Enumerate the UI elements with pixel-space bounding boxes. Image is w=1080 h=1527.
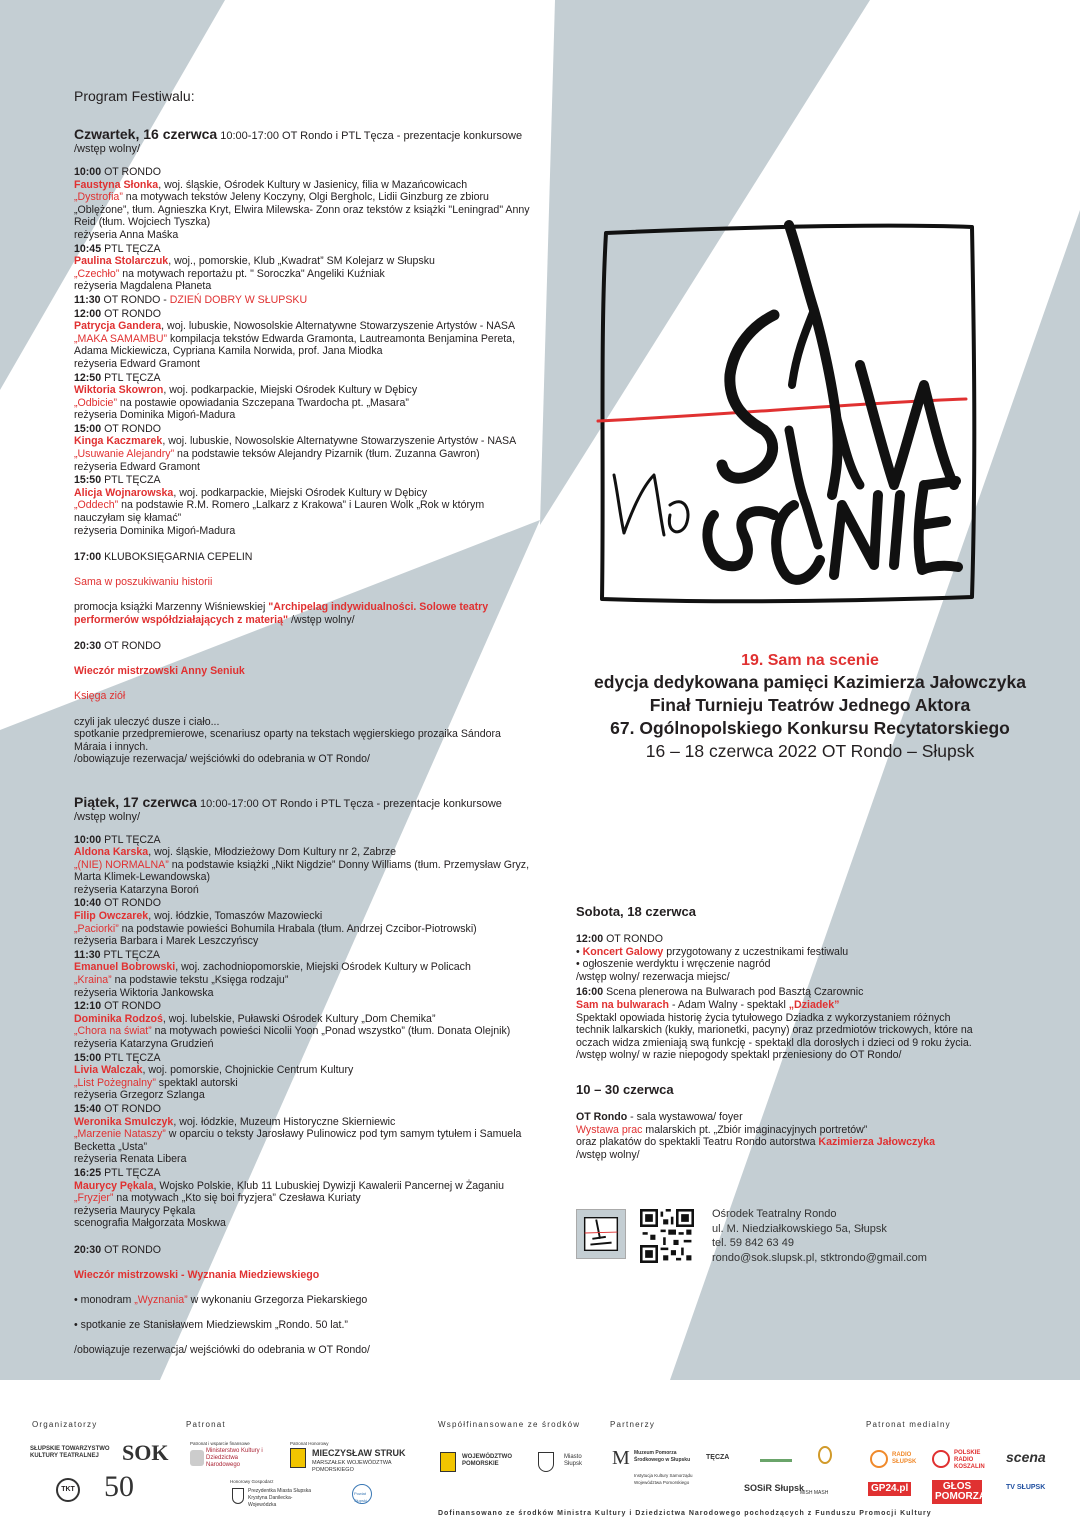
headline-edition: 19. Sam na scenie	[741, 652, 879, 669]
event-time: 15:50	[74, 474, 102, 487]
event-place: PTL TĘCZA	[104, 242, 161, 255]
event-time: 15:00	[74, 422, 102, 435]
performance-title: „Czechło”	[74, 267, 120, 280]
event-time: 12:10	[74, 1000, 102, 1013]
partner-logo-gold	[818, 1446, 832, 1464]
muzeum-logo: Muzeum Pomorza Środkowego w Słupsku	[634, 1450, 691, 1463]
event-place: PTL TĘCZA	[104, 474, 161, 487]
exhibition-info	[576, 1111, 986, 1161]
radio-slupsk-logo: RADIO SŁUPSK	[892, 1452, 917, 1465]
performance-title: „Oddech”	[74, 499, 119, 512]
festival-headline	[520, 651, 1080, 763]
event-time: 20:30	[74, 639, 102, 652]
director: reżyseria Maurycy Pękala scenografia Małgorzata Moskwa	[74, 1204, 226, 1230]
event-place: OT RONDO	[104, 166, 161, 178]
program-event	[74, 834, 534, 897]
powiat-logo: Powiat Słupski	[354, 1491, 367, 1503]
performance-desc: na postawie opowiadania Szczepana Twardocha pt. „Masara”	[116, 396, 409, 409]
event-title: Księga ziół	[74, 690, 126, 703]
sok-50-logo: 50	[104, 1470, 134, 1503]
performance-desc: na motywach powieści Nicolii Yoon „Ponad wszystko” (tłum. Donata Olejnik)	[151, 1025, 511, 1038]
program-event	[74, 949, 534, 999]
event-desc: promocja książki Marzenny Wiśniewskiej	[74, 601, 269, 614]
director: reżyseria Barbara i Marek Leszczyńscy	[74, 935, 259, 948]
contact-street: ul. M. Niedziałkowskiego 5a, Słupsk	[712, 1222, 887, 1235]
program-title: Program Festiwalu:	[74, 88, 195, 104]
event-place: OT RONDO	[606, 933, 663, 945]
event-desc: przygotowany z uczestnikami festiwalu	[663, 945, 849, 958]
program-column	[74, 88, 534, 1370]
director: reżyseria Edward Gramont	[74, 460, 200, 473]
event-time: 17:00	[74, 550, 102, 563]
event-name: Wieczór mistrzowski Anny Seniuk	[74, 665, 245, 678]
mishmash-logo: MISH MASH	[800, 1490, 829, 1496]
event-place: OT RONDO	[104, 1000, 161, 1013]
pomorskie-crest-icon	[290, 1448, 306, 1468]
tecza-logo: TĘCZA	[706, 1454, 730, 1461]
label-organizers: Organizatorzy	[32, 1420, 98, 1429]
event-title: „Wyznania”	[134, 1293, 188, 1306]
muzeum-m-icon: M	[612, 1447, 630, 1469]
performer-info: , woj. podkarpackie, Miejski Ośrodek Kultury w Dębicy	[163, 384, 418, 397]
performer-info: , woj. łódzkie, Muzeum Historyczne Skierniewic	[173, 1115, 396, 1128]
day-header-friday	[74, 793, 534, 824]
gp24-logo: GP24.pl	[868, 1482, 911, 1496]
event-place: Scena plenerowa na Bulwarach pod Basztą Czarownic	[606, 986, 864, 999]
marszalek-title: MARSZAŁEK WOJEWÓDZTWA POMORSKIEGO	[312, 1460, 392, 1473]
director: reżyseria Katarzyna Grudzień	[74, 1038, 214, 1050]
performance-desc: na podstawie teksów Alejandry Pizarnik (tłum. Zuzanna Gawron)	[174, 448, 480, 461]
performer-name: Alicja Wojnarowska	[74, 486, 174, 499]
performer-name: Patrycja Gandera	[74, 320, 162, 333]
performance-title: „Usuwanie Alejandry”	[74, 448, 175, 461]
performer-info: , woj. lubuskie, Nowosolskie Alternatywne Stowarzyszenie Artystów - NASA	[161, 320, 516, 333]
performance-title: „Chora na świat”	[74, 1025, 152, 1038]
program-event	[74, 166, 534, 242]
event-cepelin	[74, 538, 534, 626]
performance-desc: na motywach reportażu pt. " Soroczka" Angeliki Kuźniak	[119, 267, 385, 280]
event-name: Wieczór mistrzowski - Wyznania Miedziewskiego	[74, 1268, 320, 1281]
performance-title: „Paciorki”	[74, 922, 119, 935]
host-label: Honorowy Gospodarz	[230, 1479, 274, 1484]
funding-note: Dofinansowano ze środków Ministra Kultury i Dziedzictwa Narodowego pochodzących z Funduszu Promocji Kultury	[438, 1510, 932, 1517]
event-place: PTL TĘCZA	[104, 1051, 161, 1064]
director: reżyseria Anna Maśka	[74, 228, 179, 241]
sponsors-footer	[0, 1412, 1080, 1527]
marszalek-name: MIECZYSŁAW STRUK	[312, 1448, 406, 1458]
event-note: /wstęp wolny/	[288, 613, 355, 626]
bullet: •	[576, 945, 583, 958]
instytucja-logo: Instytucja Kultury Samorządu Województwa Pomorskiego	[634, 1473, 693, 1485]
contact-address	[712, 1207, 1012, 1265]
radio-koszalin-icon	[932, 1450, 950, 1468]
performer-info: , woj. lubelskie, Puławski Ośrodek Kultury „Dom Chemika”	[162, 1012, 436, 1025]
radio-slupsk-icon	[870, 1450, 888, 1468]
event-time: 15:40	[74, 1102, 102, 1115]
exhibition-room: - sala wystawowa/ foyer	[627, 1110, 743, 1123]
event-note: /wstęp wolny/ rezerwacja miejsc/	[576, 970, 730, 983]
performance-desc: w oparciu o teksty Jarosławy Pulinowicz pod tym samym tytułem i Samuela Becketta „Usta”	[74, 1128, 522, 1153]
event-place: OT RONDO	[104, 1243, 161, 1256]
performer-info: , woj. podkarpackie, Miejski Ośrodek Kultury w Dębicy	[173, 486, 428, 499]
sok-logo: SOK	[122, 1440, 169, 1465]
event-evening-seniuk	[74, 627, 534, 778]
event-note: /wstęp wolny/	[576, 1148, 640, 1161]
event-time: 12:00	[576, 933, 604, 945]
event-special: DZIEŃ DOBRY W SŁUPSKU	[169, 293, 308, 306]
event-time: 10:45	[74, 242, 102, 255]
performer-name: Filip Owczarek	[74, 910, 149, 923]
director: reżyseria Edward Gramont	[74, 357, 200, 370]
day-title: Czwartek, 16 czerwca	[74, 126, 218, 142]
eagle-icon	[190, 1450, 204, 1466]
day-title: Piątek, 17 czerwca	[74, 793, 197, 810]
event-time: 10:40	[74, 897, 102, 910]
tkt-text: TKT	[61, 1486, 75, 1493]
performance-title: „(NIE) NORMALNA”	[74, 858, 169, 871]
label-cofinanced: Współfinansowane ze środków	[438, 1420, 581, 1429]
tkt-logo	[56, 1478, 80, 1502]
event-time: 15:00	[74, 1051, 102, 1064]
event-place: PTL TĘCZA	[104, 833, 161, 846]
exhibition-author: Kazimierza Jałowczyka	[818, 1136, 936, 1149]
performer-info: , woj. zachodniopomorskie, Miejski Ośrodek Kultury w Policach	[175, 961, 471, 974]
headline-contest: 67. Ogólnopolskiego Konkursu Recytatorskiego	[610, 718, 1010, 738]
tv-slupsk-logo: TV SŁUPSK	[1006, 1484, 1046, 1491]
performer-name: Weronika Smulczyk	[74, 1115, 174, 1128]
exhibition-place: OT Rondo	[576, 1110, 628, 1123]
performance-desc: spektakl autorski	[155, 1076, 238, 1089]
headline-dates: 16 – 18 czerwca 2022 OT Rondo – Słupsk	[645, 741, 975, 761]
glos-pomorza-logo: GŁOS POMORZA	[932, 1480, 982, 1504]
event-place: PTL TĘCZA	[103, 948, 160, 961]
performance-title: „Fryzjer”	[74, 1192, 114, 1205]
event-desc: czyli jak uleczyć dusze i ciało... spotkanie przedpremierowe, scenariusz oparty na tekstach węgierskiego prozaika Sándora Máraia i innych. /obowiązuje rezerwacja/ wejściówki do odebrania w OT Rondo/	[74, 715, 501, 766]
honorary-label: Patronat Honorowy	[290, 1441, 329, 1446]
program-event	[74, 308, 534, 371]
performance-desc: na podstawie R.M. Romero „Lalkarz z Krakowa” i Lauren Wolk „Rok w którym nauczyłam się kłamać”	[74, 499, 485, 525]
performer-info: , woj., pomorskie, Klub „Kwadrat” SM Kolejarz w Słupsku	[168, 255, 435, 268]
day-subtitle: 10:00-17:00 OT Rondo i PTL Tęcza - prezentacje konkursowe /wstęp wolny/	[74, 130, 523, 155]
event-time: 16:00	[576, 986, 604, 999]
exhibition-label: Wystawa prac	[576, 1123, 643, 1136]
qr-code-icon[interactable]	[640, 1209, 694, 1263]
event-time: 10:00	[74, 166, 102, 178]
program-event	[74, 1000, 534, 1050]
stowarzyszenie-logo: SŁUPSKIE TOWARZYSTWO KULTURY TEATRALNEJ	[30, 1446, 110, 1459]
event-desc: - Adam Walny - spektakl	[669, 998, 789, 1011]
headline-final: Finał Turnieju Teatrów Jednego Aktora	[649, 695, 971, 715]
event-time: 12:00	[74, 307, 102, 320]
ministry-label: Patronat i wsparcie finansowe	[190, 1441, 250, 1446]
director: reżyseria Magdalena Płaneta	[74, 280, 212, 293]
ministry-logo: Ministerstwo Kultury i Dziedzictwa Narodowego	[206, 1448, 263, 1468]
exhibition-desc: oraz plakatów do spektakli Teatru Rondo autorstwa	[576, 1136, 819, 1149]
event-gala	[576, 933, 986, 983]
woj-pomorskie-logo: WOJEWÓDZTWO POMORSKIE	[462, 1454, 512, 1467]
program-event	[74, 423, 534, 473]
program-event	[74, 372, 534, 422]
exhibition-title: 10 – 30 czerwca	[576, 1081, 674, 1097]
program-event	[74, 1103, 534, 1166]
day-subtitle: 10:00-17:00 OT Rondo i PTL Tęcza - prezentacje konkursowe /wstęp wolny/	[74, 797, 502, 823]
program-event	[74, 474, 534, 537]
event-title: „Dziadek”	[788, 998, 840, 1011]
woj-pomorskie-crest-icon	[440, 1452, 456, 1472]
performer-name: Dominika Rodzoś	[74, 1012, 163, 1025]
performer-name: Emanuel Bobrowski	[74, 961, 176, 974]
event-time: 11:30	[74, 948, 101, 961]
radio-koszalin-logo: POLSKIE RADIO KOSZALIN	[954, 1450, 985, 1470]
sam-na-scenie-logo	[574, 215, 984, 610]
director: reżyseria Wiktoria Jankowska	[74, 986, 214, 999]
performer-name: Maurycy Pękala	[74, 1179, 154, 1192]
event-bulwary	[576, 986, 986, 1062]
director: reżyseria Grzegorz Szlanga	[74, 1089, 205, 1102]
partner-logo-green	[760, 1450, 792, 1462]
contact-email[interactable]: rondo@sok.slupsk.pl, stktrondo@gmail.com	[712, 1251, 927, 1264]
label-partners: Partnerzy	[610, 1420, 656, 1429]
performance-title: „Dystrofia”	[74, 191, 123, 204]
saturday-column	[576, 904, 986, 1161]
performer-name: Faustyna Słonka	[74, 178, 159, 191]
performance-desc: kompilacja tekstów Edwarda Gramonta, Lautreamonta Benjamina Pereta, Adama Mickiewicza, Cypriana Kamila Norwida, prof. Jana Miodka	[74, 332, 516, 358]
event-place: OT RONDO	[104, 897, 161, 910]
bullet-text: • monodram	[74, 1293, 135, 1306]
sosir-logo: SOSiR Słupsk	[744, 1483, 805, 1493]
exhibition-desc: malarskich pt. „Zbiór imaginacyjnych portretów”	[642, 1123, 868, 1136]
slupsk-crest-icon	[232, 1488, 244, 1504]
performance-desc: na podstawie książki „Nikt Nigdzie” Donny Williams (tłum. Przemysław Gryz, Marta Klimek-Lewandowska)	[74, 858, 530, 884]
director: reżyseria Renata Libera	[74, 1153, 187, 1166]
event-title: Sama w poszukiwaniu historii	[74, 576, 213, 588]
program-event	[74, 294, 534, 307]
contact-phone: tel. 59 842 63 49	[712, 1237, 794, 1249]
miasto-slupsk-logo: Miasto Słupsk	[564, 1454, 583, 1467]
label-patronage: Patronat	[186, 1420, 226, 1429]
event-desc: Spektakl opowiada historię życia tytułowego Dziadka z wykorzystaniem różnych technik lalkarskich (kukły, marionetki, pacyny) oraz przedmiotów trickowych, które na oczach widza zmieniają swą funkcję - spektakl dla dorosłych i dzieci od 9 roku życia. /wstęp wolny/ w razie niepogody spektakl przeniesiony do OT Rondo/	[576, 1011, 973, 1062]
contact-name: Ośrodek Teatralny Rondo	[712, 1208, 837, 1220]
logo-thumbnail	[576, 1209, 626, 1259]
performer-info: , Wojsko Polskie, Klub 11 Lubuskiej Dywizji Kawalerii Pancernej w Żaganiu	[153, 1179, 505, 1192]
scena-logo: scena	[1006, 1449, 1046, 1465]
event-time: 16:25	[74, 1166, 102, 1179]
director: reżyseria Dominika Migoń-Madura	[74, 524, 236, 537]
performer-name: Paulina Stolarczuk	[74, 255, 169, 268]
event-time: 10:00	[74, 833, 102, 846]
event-place: OT RONDO	[104, 422, 161, 435]
event-time: 12:50	[74, 371, 102, 384]
event-place: PTL TĘCZA	[104, 1166, 161, 1179]
program-event	[74, 243, 534, 293]
performance-title: „MAKA SAMAMBU”	[74, 332, 168, 345]
performance-title: „Kraina”	[74, 974, 112, 987]
day2-events	[74, 834, 534, 1230]
event-note: /obowiązuje rezerwacja/ wejściówki do odebrania w OT Rondo/	[74, 1344, 370, 1357]
event-place: KLUBOKSIĘGARNIA CEPELIN	[104, 550, 253, 563]
program-event	[74, 897, 534, 947]
event-place: OT RONDO	[104, 1102, 161, 1115]
performance-desc: na podstawie powieści Bohumila Hrabala (tłum. Andrzej Czcibor-Piotrowski)	[118, 922, 477, 935]
book-title: "Archipelag indywidualności. Solowe teatry performerów współdziałających z materią"	[74, 601, 489, 626]
miasto-crest-icon	[538, 1452, 554, 1472]
event-place: OT RONDO	[104, 639, 161, 652]
event-name: Sam na bulwarach	[576, 998, 670, 1011]
performer-name: Aldona Karska	[74, 846, 149, 859]
program-event	[74, 1052, 534, 1102]
performance-title: „Marzenie Nataszy”	[74, 1128, 166, 1141]
event-evening-miedziewski	[74, 1231, 534, 1370]
event-place: PTL TĘCZA	[104, 371, 161, 384]
day-header-thursday	[74, 128, 534, 156]
program-event	[74, 1167, 534, 1230]
performance-title: „List Pożegnalny”	[74, 1076, 156, 1089]
performer-name: Livia Walczak	[74, 1064, 143, 1077]
bullet-text: • ogłoszenie werdyktu i wręczenie nagród	[576, 958, 771, 971]
event-time: 20:30	[74, 1243, 102, 1256]
performance-desc: na motywach „Kto się boi fryzjera” Czesława Kuriaty	[113, 1192, 361, 1205]
bullet-text: w wykonaniu Grzegorza Piekarskiego	[187, 1293, 368, 1306]
director: reżyseria Katarzyna Boroń	[74, 883, 199, 896]
performer-name: Wiktoria Skowron	[74, 384, 164, 397]
event-place: OT RONDO	[104, 307, 161, 320]
bullet-text: • spotkanie ze Stanisławem Miedziewskim „Rondo. 50 lat.”	[74, 1319, 348, 1332]
performer-info: , woj. pomorskie, Chojnickie Centrum Kultury	[142, 1064, 354, 1077]
event-time: 11:30	[74, 293, 101, 306]
director: reżyseria Dominika Migoń-Madura	[74, 409, 236, 422]
label-media: Patronat medialny	[866, 1420, 951, 1429]
event-place: OT RONDO -	[103, 293, 170, 306]
headline-dedication: edycja dedykowana pamięci Kazimierza Jałowczyka	[594, 672, 1026, 692]
day1-events	[74, 166, 534, 537]
day-title: Sobota, 18 czerwca	[576, 904, 696, 919]
president-logo: Prezydentka Miasta Słupska Krystyna Danilecka-Wojewódzka	[248, 1488, 312, 1508]
performance-title: „Odbicie”	[74, 396, 117, 409]
performer-info: , woj. śląskie, Młodzieżowy Dom Kultury nr 2, Zabrze	[148, 846, 397, 859]
performance-desc: na motywach tekstów Jeleny Koczyny, Olgi Bergholc, Lidii Ginzburg ze zbioru „Oblężone”, tłum. Agnieszka Kryt, Elwira Milewska- Zonn oraz tekstów z książki "Leningrad" Anny Reid (tłum. Wojciech Tyszka)	[74, 191, 530, 229]
performer-info: , woj. łódzkie, Tomaszów Mazowiecki	[148, 910, 323, 923]
performer-info: , woj. lubuskie, Nowosolskie Alternatywne Stowarzyszenie Artystów - NASA	[162, 435, 517, 448]
performer-info: , woj. śląskie, Ośrodek Kultury w Jasienicy, filia w Mazańcowicach	[158, 178, 468, 191]
performer-name: Kinga Kaczmarek	[74, 435, 163, 448]
performance-desc: na podstawie tekstu „Księga rodzaju”	[111, 974, 289, 987]
event-name: Koncert Galowy	[582, 945, 664, 958]
